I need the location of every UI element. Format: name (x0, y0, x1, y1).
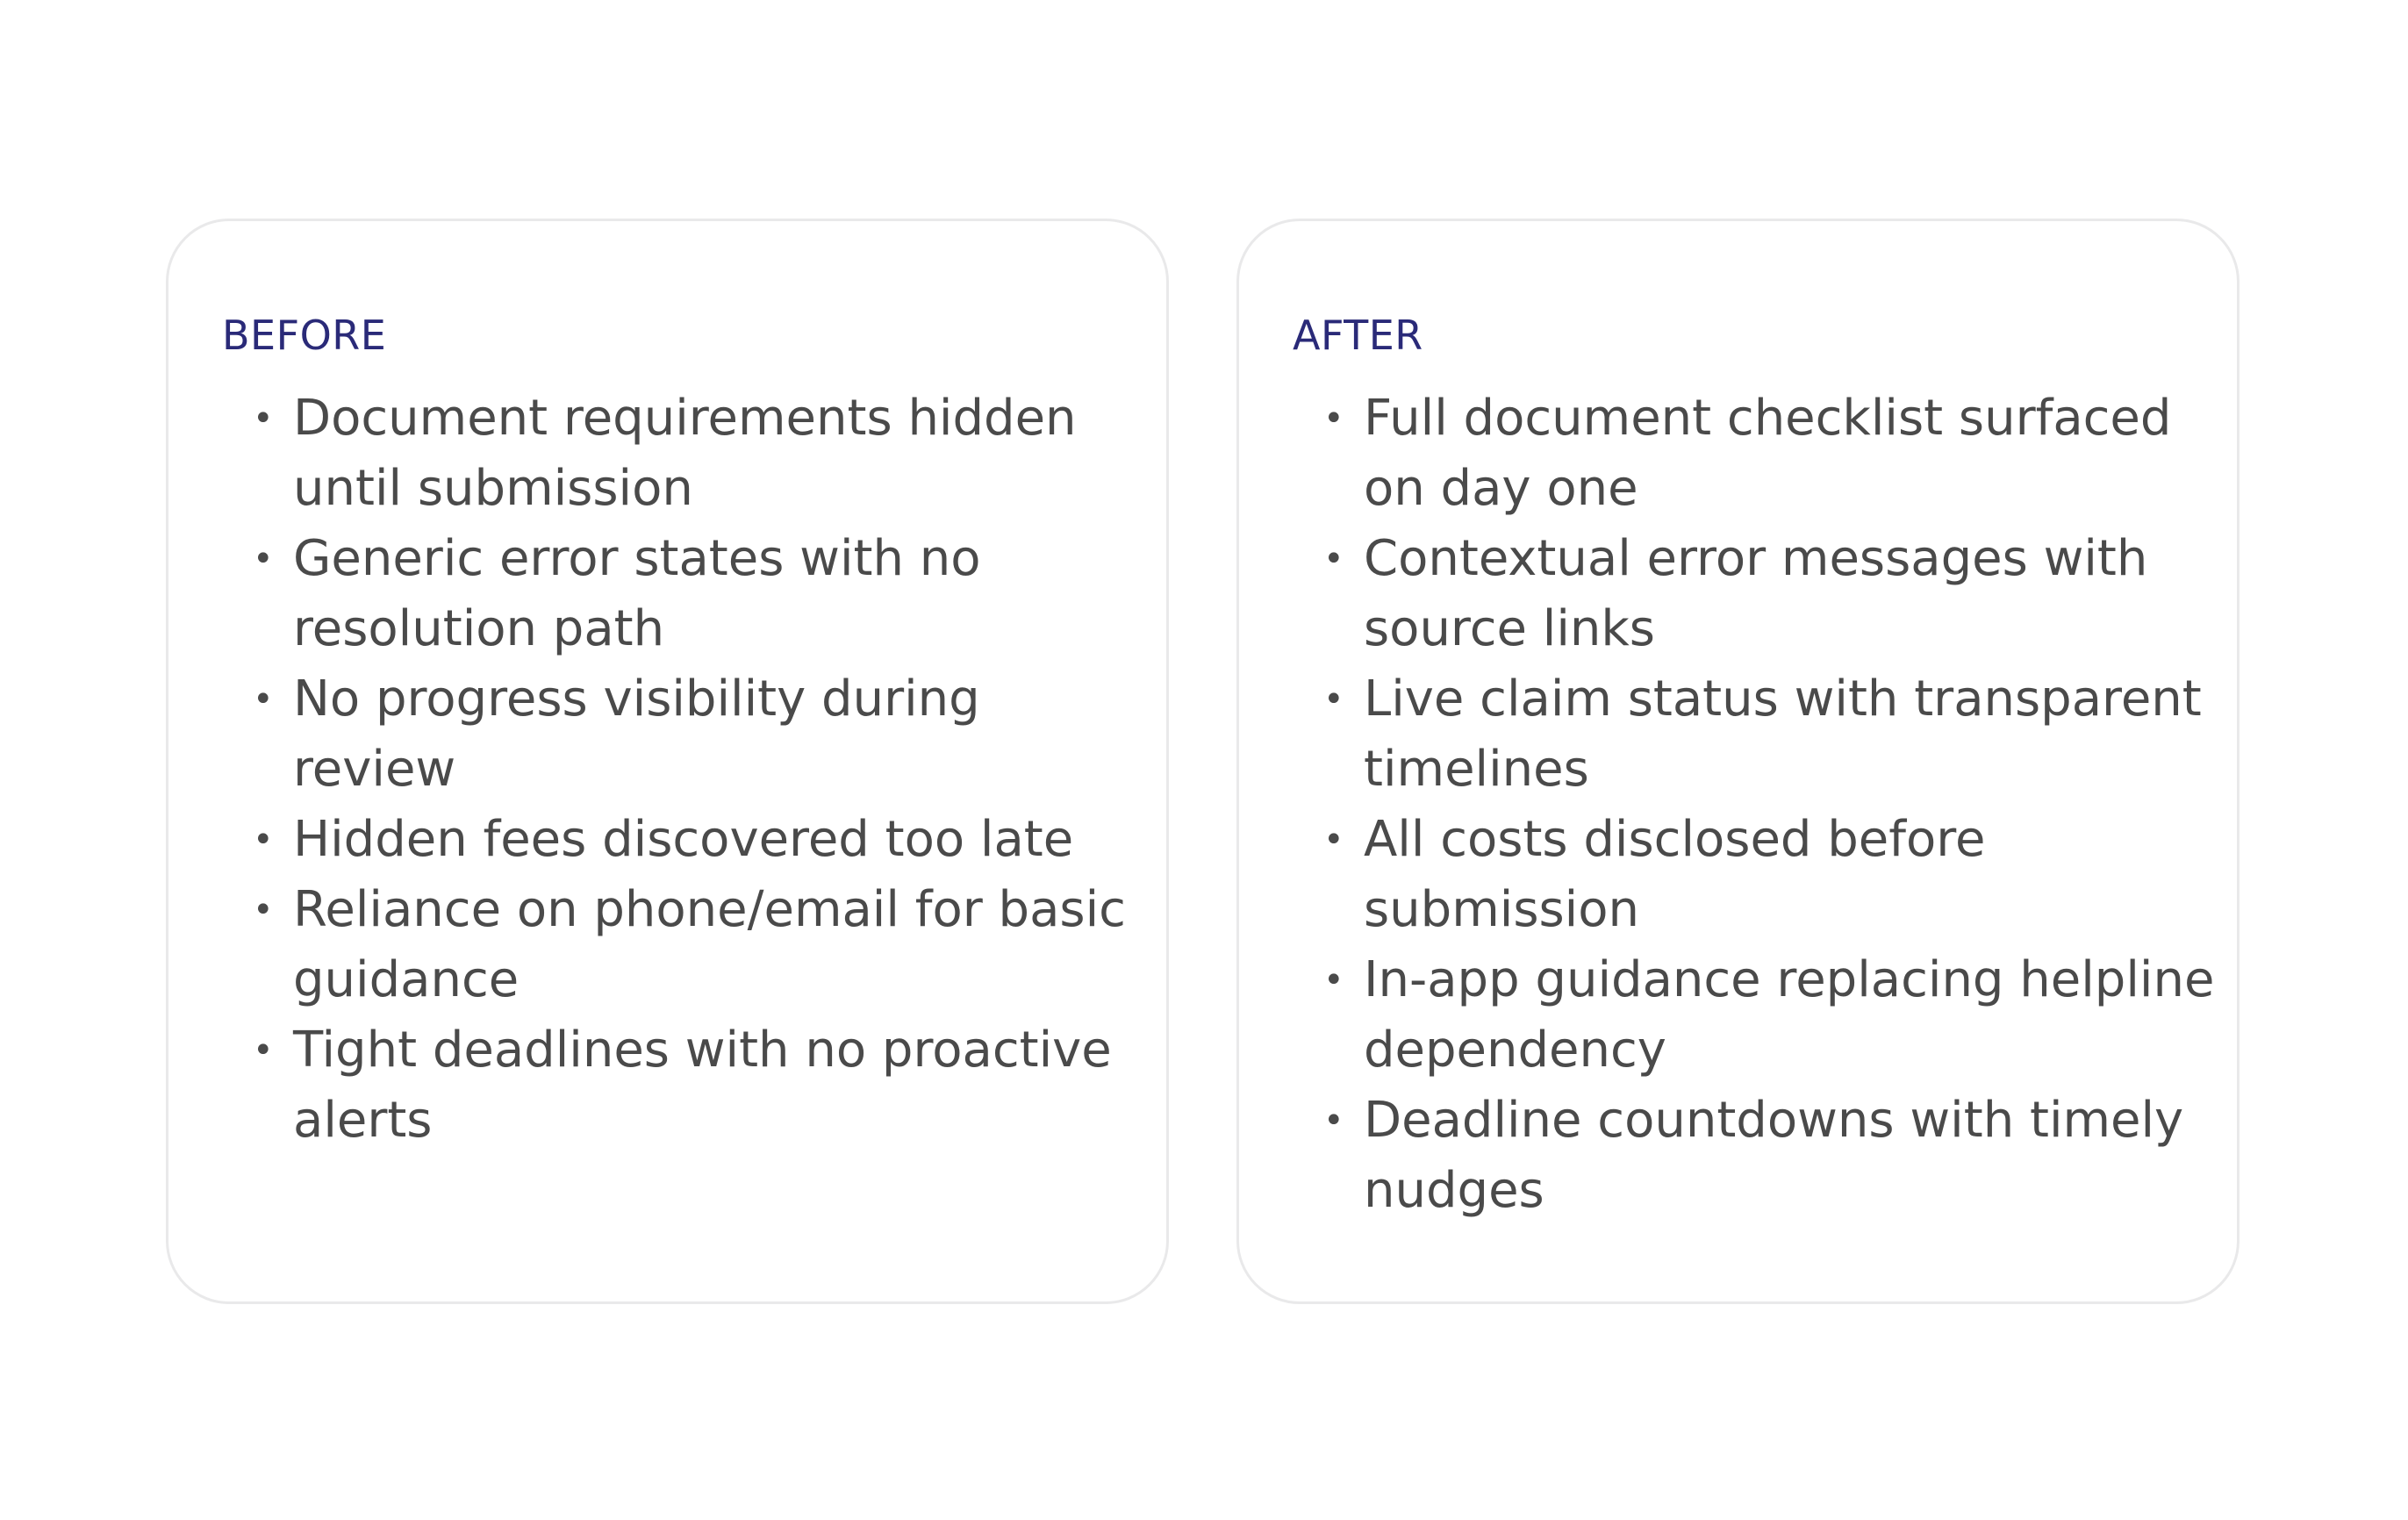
before-item: • Tight deadlines with no proactive alerts (253, 1015, 1157, 1156)
after-item: • Live claim status with transparent timelines (1323, 664, 2227, 805)
before-item: • No progress visibility during review (253, 664, 1157, 805)
after-list (1323, 384, 2227, 1226)
after-panel (1236, 219, 2240, 1304)
before-item: • Hidden fees discovered too late (253, 805, 1157, 875)
before-item: • Document requirements hidden until submission (253, 384, 1157, 524)
before-list (253, 384, 1157, 1156)
before-title: BEFORE (222, 312, 387, 359)
before-item: • Generic error states with no resolution path (253, 524, 1157, 664)
before-panel (166, 219, 1169, 1304)
after-item: • Contextual error messages with source links (1323, 524, 2227, 664)
after-item: • All costs disclosed before submission (1323, 805, 2227, 945)
before-item: • Reliance on phone/email for basic guidance (253, 875, 1157, 1015)
after-item: • Full document checklist surfaced on day one (1323, 384, 2227, 524)
after-item: • Deadline countdowns with timely nudges (1323, 1086, 2227, 1226)
after-title: AFTER (1293, 312, 1423, 359)
after-item: • In-app guidance replacing helpline dependency (1323, 945, 2227, 1086)
